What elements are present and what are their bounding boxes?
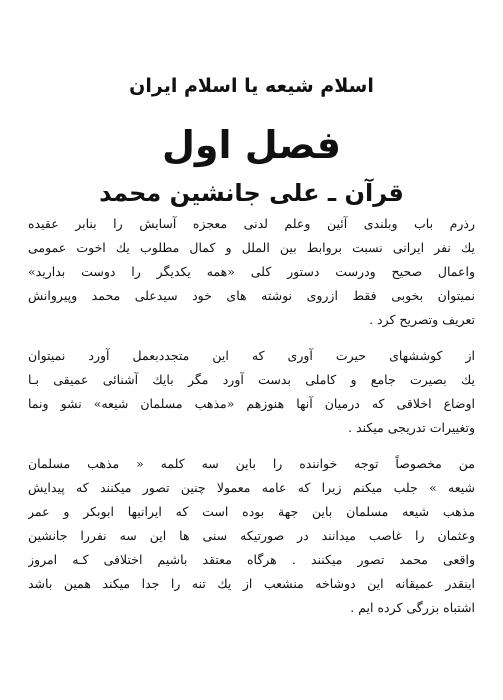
paragraph-1: [28, 212, 475, 332]
text-line: شیعه » جلب میکنم زیرا که عامه معمولا چنین تصور میکنند که پیدایش: [28, 480, 475, 495]
text-line: اشتباه بزرگی کرده ایم .: [350, 600, 475, 615]
text-line: وتغییرات تدریجی میکند .: [348, 420, 475, 435]
text-line: من مخصوصاً توجه خواننده را باین سه کلمه « مذهب مسلمان: [28, 456, 475, 471]
text-line: اوضاع اخلاقی که درمیان آنها هنوزهم «مذهب مسلمان شیعه» نشو ونما: [28, 396, 475, 411]
text-line: وعثمان را غاصب میدانند در صورتیکه سنی ها این سه نفررا جانشین: [28, 528, 475, 543]
paragraph-gap: [28, 332, 475, 344]
text-line: اینقدر عمیقانه این دوشاخه منشعب از یك تنه را جدا میکند همین باشد: [28, 576, 475, 591]
text-line: یك بصیرت جامع و کاملی بدست آورد مگر بایك آشنائی عمیقی بـا: [28, 372, 475, 387]
paragraph-2: [28, 344, 475, 440]
chapter-title: فصل اول: [161, 123, 342, 167]
book-header-title: اسلام شیعه یا اسلام ایران: [129, 75, 374, 97]
text-line: نمیتوان بخوبی فقط ازروی نوشته های خود سیدعلی محمد وپیروانش: [28, 288, 475, 303]
text-line: مذهب شیعه مسلمان باین جهة بوده است که ایرانیها ابوبکر و عمر: [28, 504, 475, 519]
paragraph-gap: [28, 440, 475, 452]
text-line: رذرم باب وبلندی آئین وعلم لدنی معجزه آسایش را بنابر عقیده: [28, 216, 475, 231]
text-line: واقعی محمد تصور میکنند . هرگاه معتقد باشیم اختلافی کـه امروز: [28, 552, 475, 567]
text-line: واعمال صحیح ودرست دستور کلی «همه یکدیگر را دوست بدارید»: [28, 264, 475, 279]
text-line: تعریف وتصریح کرد .: [369, 312, 475, 327]
text-line: از کوششهای حیرت آوری که این متجددبعمل آورد نمیتوان: [28, 348, 475, 363]
body-text: [28, 212, 475, 620]
section-title: قرآن ـ علی جانشین محمد: [99, 179, 404, 207]
text-line: یك نفر ایرانی نسبت بروابط بین الملل و کمال مطلوب یك اخوت عمومی: [28, 240, 475, 255]
paragraph-3: [28, 452, 475, 620]
